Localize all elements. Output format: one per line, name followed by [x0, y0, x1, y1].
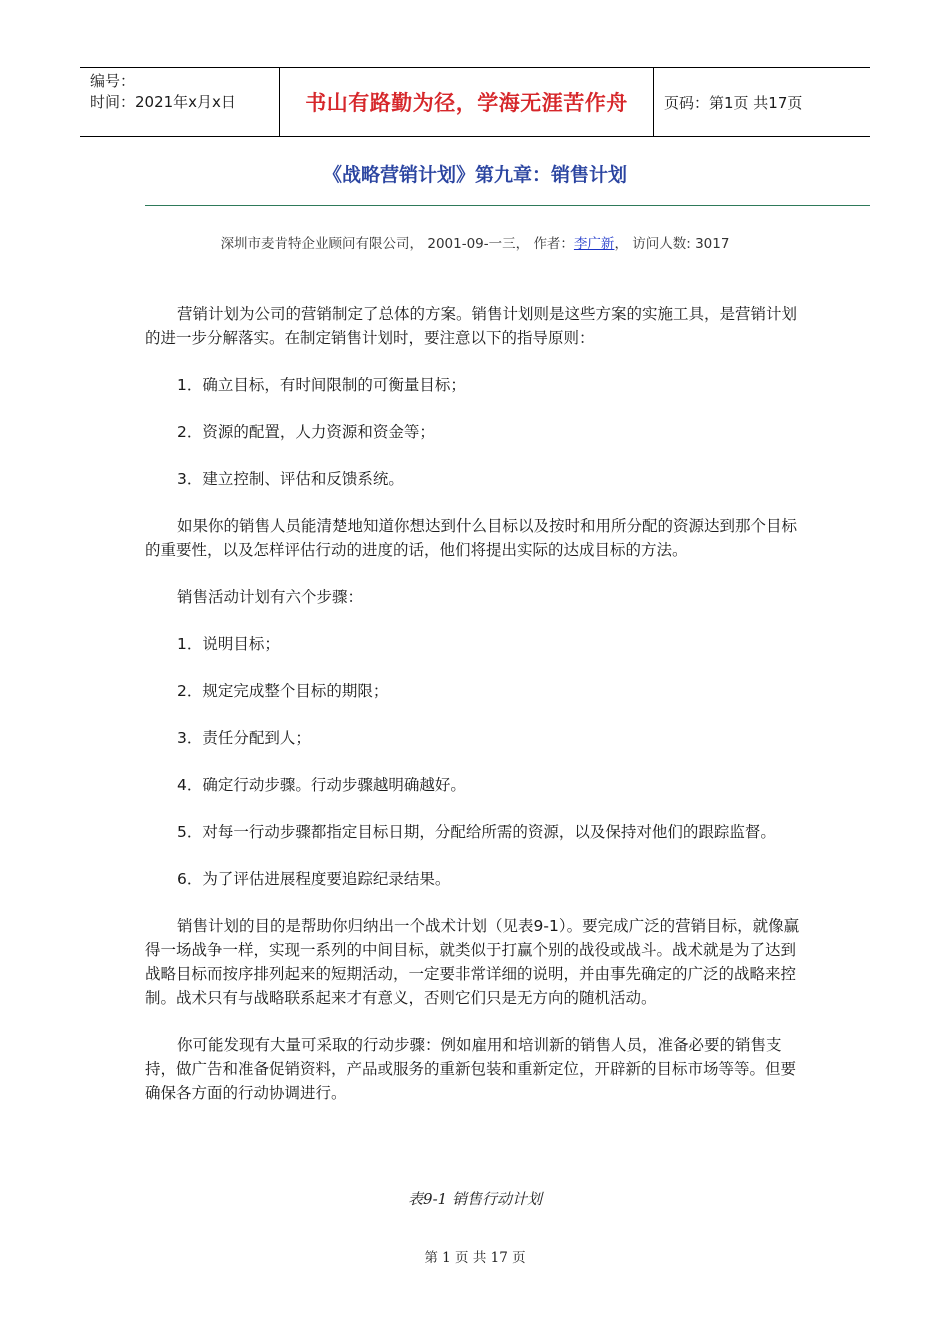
paragraph: 6．为了评估进展程度要追踪纪录结果。 — [177, 870, 451, 888]
page-footer: 第 1 页 共 17 页 — [424, 1250, 526, 1266]
paragraph: 4．确定行动步骤。行动步骤越明确越好。 — [177, 776, 466, 794]
article-meta — [0, 232, 950, 252]
article-body — [145, 302, 800, 1128]
paragraph: 3．建立控制、评估和反馈系统。 — [177, 470, 404, 488]
title-divider — [145, 205, 870, 206]
time-label: 时间：2021年x月x日 — [90, 93, 236, 111]
meta-visits: ， 访问人数: 3017 — [614, 236, 730, 252]
paragraph: 如果你的销售人员能清楚地知道你想达到什么目标以及按时和用所分配的资源达到那个目标的重要性，以及怎样评估行动的进度的话，他们将提出实际的达成目标的方法。 — [145, 517, 798, 559]
paragraph: 营销计划为公司的营销制定了总体的方案。销售计划则是这些方案的实施工具，是营销计划的进一步分解落实。在制定销售计划时，要注意以下的指导原则： — [145, 305, 798, 347]
paragraph: 3．责任分配到人； — [177, 729, 311, 747]
header-left-cell — [80, 68, 280, 136]
paragraph: 销售活动计划有六个步骤： — [177, 588, 364, 606]
paragraph: 销售计划的目的是帮助你归纳出一个战术计划（见表9-1）。要完成广泛的营销目标，就像赢得一场战争一样，实现一系列的中间目标，就类似于打赢个别的战役或战斗。战术就是为了达到战略目标而按序排列起来的短期活动，一定要非常详细的说明，并由事先确定的广泛的战略来控制。战术只有与战略联系起来才有意义，否则它们只是无方向的随机活动。 — [145, 917, 800, 1007]
meta-author-label: 作者： — [533, 236, 574, 252]
motto: 书山有路勤为径，学海无涯苦作舟 — [280, 68, 654, 136]
meta-company: 深圳市麦肯特企业顾问有限公司， — [220, 236, 424, 252]
header-table — [80, 67, 870, 137]
paragraph: 1．说明目标； — [177, 635, 280, 653]
page-info: 页码：第1页 共17页 — [664, 93, 803, 112]
paragraph: 2．规定完成整个目标的期限； — [177, 682, 389, 700]
meta-date: 2001-09-一三， — [427, 236, 530, 252]
document-title: 《战略营销计划》第九章：销售计划 — [322, 164, 627, 186]
paragraph: 2．资源的配置，人力资源和资金等； — [177, 423, 435, 441]
author-link[interactable]: 李广新 — [573, 236, 615, 252]
table-caption: 表9-1 销售行动计划 — [408, 1190, 542, 1208]
paragraph: 5．对每一行动步骤都指定目标日期，分配给所需的资源，以及保持对他们的跟踪监督。 — [177, 823, 776, 841]
paragraph: 你可能发现有大量可采取的行动步骤：例如雇用和培训新的销售人员，准备必要的销售支持，做广告和准备促销资料，产品或服务的重新包装和重新定位，开辟新的目标市场等等。但要确保各方面的行动协调进行。 — [145, 1036, 797, 1102]
number-label: 编号： — [90, 72, 136, 90]
paragraph: 1．确立目标，有时间限制的可衡量目标； — [177, 376, 466, 394]
